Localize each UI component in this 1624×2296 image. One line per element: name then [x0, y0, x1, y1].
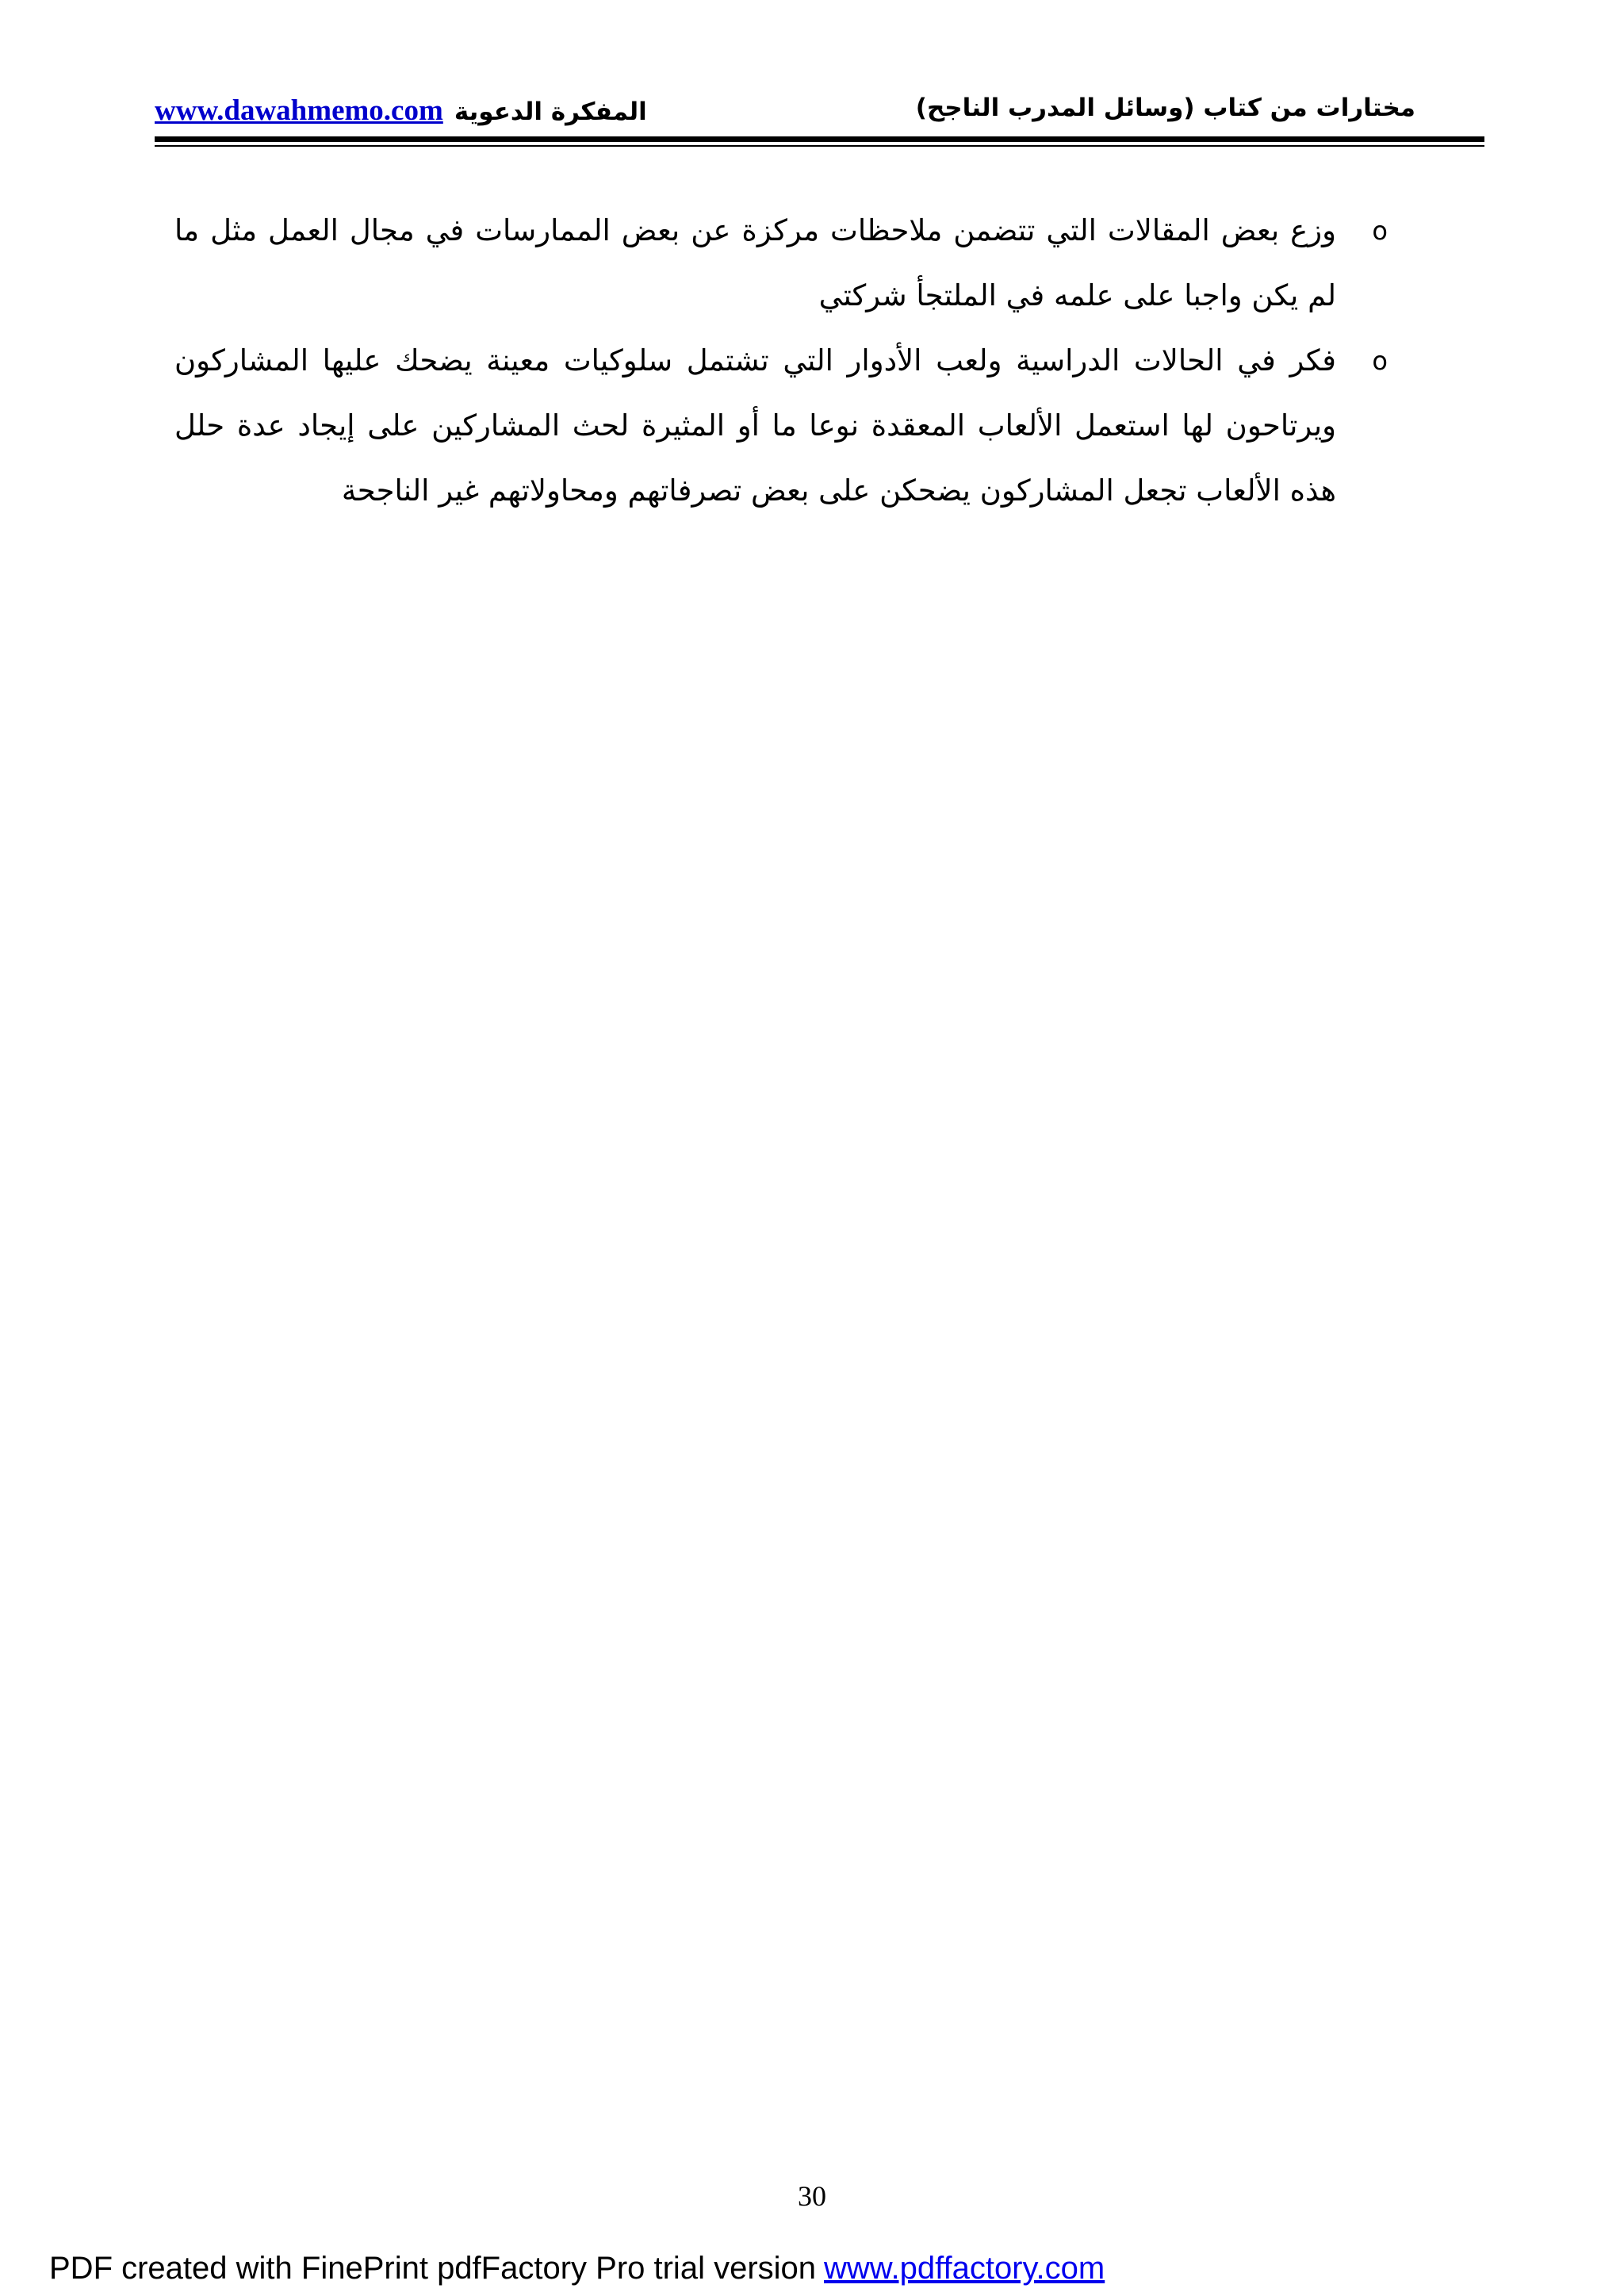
- header-rule-thick: [155, 136, 1484, 142]
- list-item: [174, 328, 1388, 523]
- header-rule-thin: [155, 145, 1484, 147]
- page-header: [155, 94, 1483, 133]
- pdf-footer: [49, 2251, 1105, 2286]
- footer-link[interactable]: www.pdffactory.com: [824, 2251, 1105, 2286]
- page-number: 30: [798, 2180, 826, 2212]
- bullet-icon: o: [1372, 216, 1388, 246]
- book-title: مختارات من كتاب (وسائل المدرب الناجح): [915, 94, 1415, 122]
- bullet-icon: o: [1372, 346, 1388, 376]
- site-url-link[interactable]: www.dawahmemo.com: [155, 94, 443, 127]
- list-item-text: وزع بعض المقالات التي تتضمن ملاحظات مركزة عن بعض الممارسات في مجال العمل مثل ما لم يكن واجبا على علمه في الملتجأ شركتي: [174, 213, 1336, 312]
- list-item: [174, 198, 1388, 328]
- site-name: المفكرة الدعوية: [454, 98, 647, 126]
- main-content: [174, 198, 1388, 523]
- footer-text: PDF created with FinePrint pdfFactory Pro trial version: [49, 2251, 817, 2286]
- list-item-text: فكر في الحالات الدراسية ولعب الأدوار التي تشتمل سلوكيات معينة يضحك عليها المشاركون ويرتاحون لها استعمل الألعاب المعقدة نوعا ما أو المثيرة لحث المشاركين على إيجاد عدة حلل هذه الألعاب تجعل المشاركون يضحكن على بعض تصرفاتهم ومحاولاتهم غير الناجحة: [174, 343, 1336, 508]
- header-site-block: [155, 94, 647, 128]
